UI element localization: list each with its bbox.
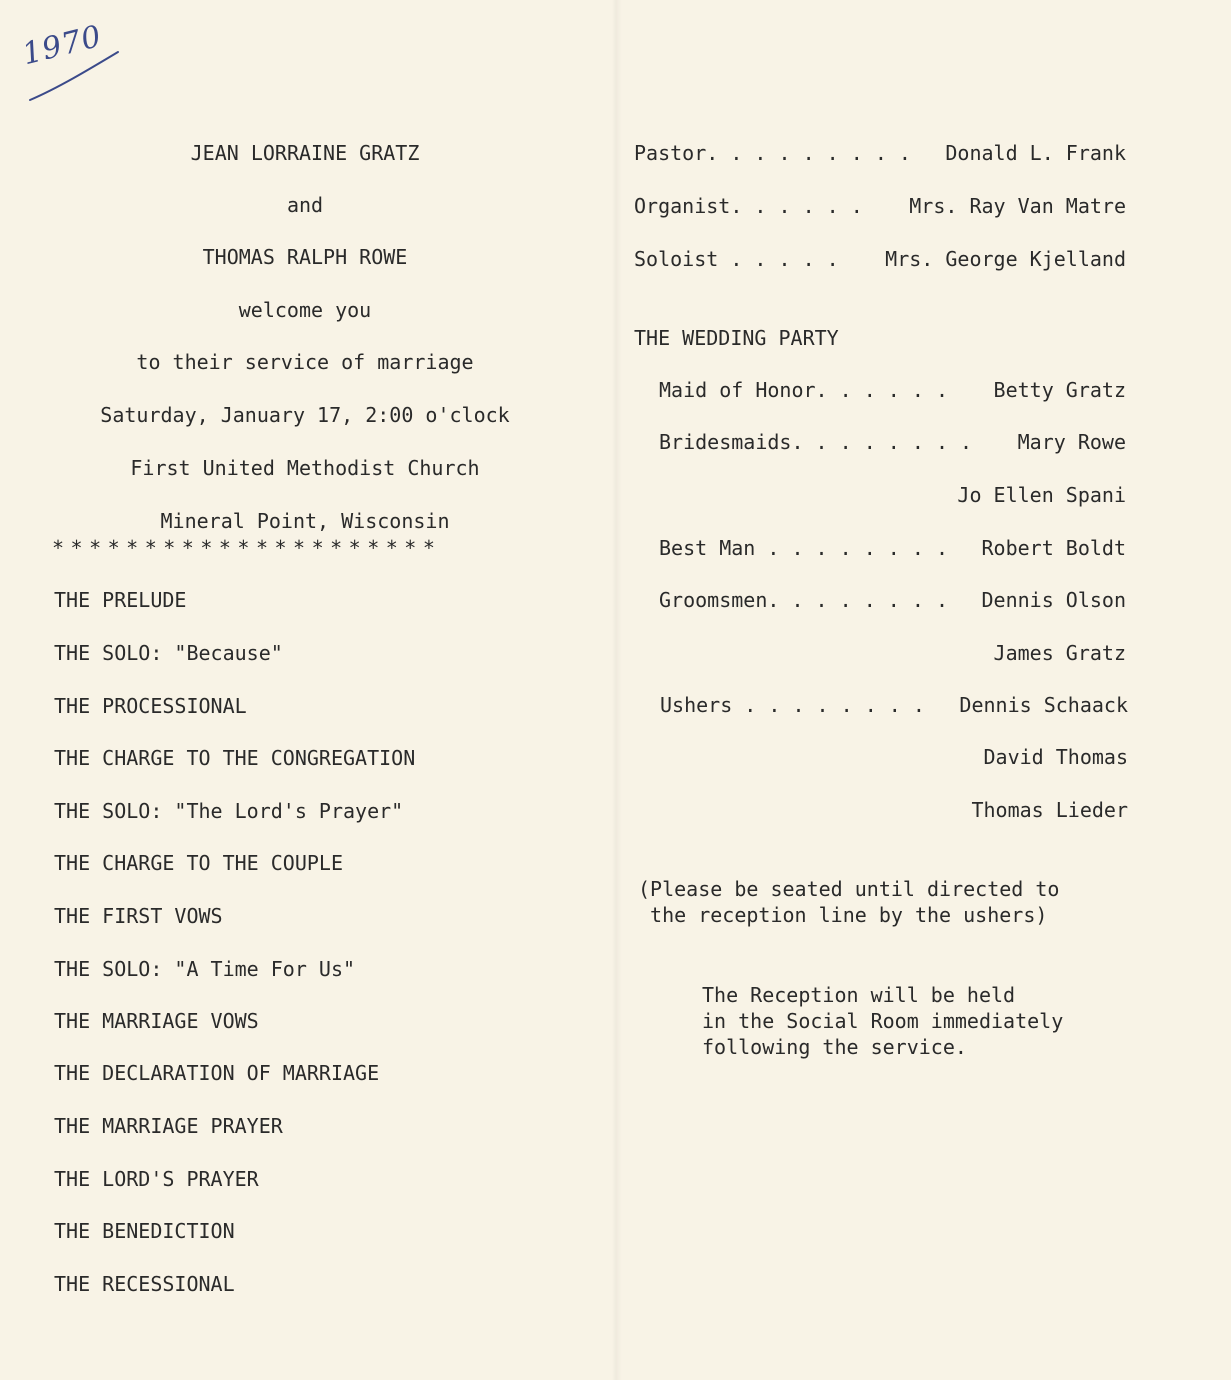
service-item: THE DECLARATION OF MARRIAGE [54, 1061, 380, 1085]
service-item: THE FIRST VOWS [54, 904, 223, 928]
star-divider: ********************* [52, 536, 442, 560]
handwritten-underline [28, 48, 128, 108]
maid-role: Maid of Honor. . . . . . [659, 378, 948, 402]
service-item: THE PRELUDE [54, 588, 187, 612]
groomsman-name: Dennis Olson [981, 588, 1126, 612]
seating-note-line: (Please be seated until directed to [638, 877, 1060, 901]
service-item: THE RECESSIONAL [54, 1272, 235, 1296]
date-text: Saturday, January 17, 2:00 o'clock [100, 403, 510, 427]
location-text: Mineral Point, Wisconsin [160, 509, 450, 533]
organist-role: Organist. . . . . . [634, 194, 863, 218]
service-item: THE SOLO: "A Time For Us" [54, 957, 356, 981]
wedding-party-heading: THE WEDDING PARTY [634, 326, 839, 350]
service-item: THE MARRIAGE VOWS [54, 1009, 259, 1033]
organist-name: Mrs. Ray Van Matre [909, 194, 1126, 218]
pastor-name: Donald L. Frank [945, 141, 1126, 165]
service-item: THE MARRIAGE PRAYER [54, 1114, 283, 1138]
groom-name: THOMAS RALPH ROWE [202, 245, 408, 269]
welcome-text: welcome you [238, 298, 372, 322]
service-item: THE LORD'S PRAYER [54, 1167, 259, 1191]
bridesmaids-role: Bridesmaids. . . . . . . . [659, 430, 973, 454]
bestman-role: Best Man . . . . . . . . [659, 536, 948, 560]
groomsman-name: James Gratz [993, 641, 1126, 665]
reception-note-line: following the service. [702, 1035, 967, 1059]
usher-name: Dennis Schaack [959, 693, 1128, 717]
usher-name: David Thomas [983, 745, 1128, 769]
service-item: THE CHARGE TO THE CONGREGATION [54, 746, 416, 770]
ushers-role: Ushers . . . . . . . . [660, 693, 925, 717]
bridesmaid-name: Mary Rowe [1017, 430, 1126, 454]
reception-note-line: in the Social Room immediately [702, 1009, 1064, 1033]
service-text: to their service of marriage [136, 350, 474, 374]
church-name: First United Methodist Church [130, 456, 480, 480]
bridesmaid-name: Jo Ellen Spani [957, 483, 1126, 507]
soloist-name: Mrs. George Kjelland [885, 247, 1126, 271]
seating-note-line: the reception line by the ushers) [638, 903, 1048, 927]
bride-name: JEAN LORRAINE GRATZ [190, 141, 420, 165]
service-item: THE BENEDICTION [54, 1219, 235, 1243]
handwritten-year: 1970 [18, 18, 106, 73]
service-item: THE SOLO: "The Lord's Prayer" [54, 799, 404, 823]
groomsmen-role: Groomsmen. . . . . . . . [659, 588, 948, 612]
reception-note-line: The Reception will be held [702, 983, 1016, 1007]
pastor-role: Pastor. . . . . . . . . [634, 141, 911, 165]
service-item: THE PROCESSIONAL [54, 694, 247, 718]
bestman-name: Robert Boldt [981, 536, 1126, 560]
and-text: and [286, 193, 324, 217]
service-item: THE SOLO: "Because" [54, 641, 283, 665]
maid-name: Betty Gratz [993, 378, 1126, 402]
soloist-role: Soloist . . . . . [634, 247, 839, 271]
service-item: THE CHARGE TO THE COUPLE [54, 851, 343, 875]
usher-name: Thomas Lieder [971, 798, 1128, 822]
